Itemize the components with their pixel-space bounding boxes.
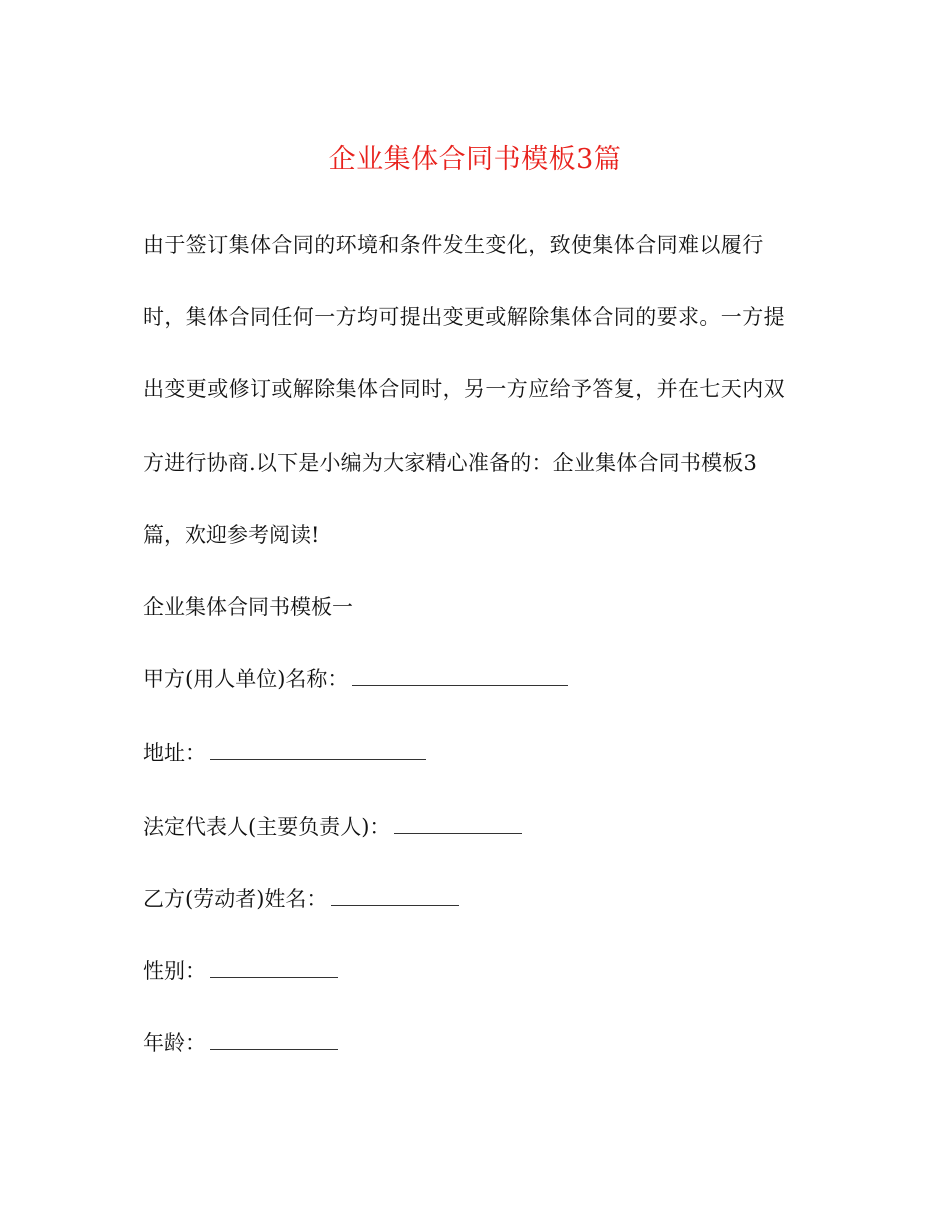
intro-line-5: 篇，欢迎参考阅读! bbox=[143, 523, 320, 547]
field-age bbox=[143, 1028, 338, 1058]
field-employer-name bbox=[143, 664, 568, 694]
field-label: 地址： bbox=[143, 741, 206, 765]
intro-line-3: 出变更或修订或解除集体合同时，另一方应给予答复，并在七天内双 bbox=[143, 377, 785, 401]
gender-blank[interactable] bbox=[210, 959, 338, 978]
field-legal-representative bbox=[143, 812, 522, 842]
field-employee-name bbox=[143, 884, 459, 914]
field-label: 甲方(用人单位)名称： bbox=[143, 667, 349, 691]
document-title: 企业集体合同书模板3篇 bbox=[328, 144, 622, 175]
intro-line-2: 时，集体合同任何一方均可提出变更或解除集体合同的要求。一方提 bbox=[143, 305, 785, 329]
intro-line-1: 由于签订集体合同的环境和条件发生变化，致使集体合同难以履行 bbox=[143, 233, 764, 257]
field-label: 法定代表人(主要负责人)： bbox=[143, 815, 391, 839]
age-blank[interactable] bbox=[210, 1031, 338, 1050]
employee-name-blank[interactable] bbox=[331, 887, 459, 906]
legal-representative-blank[interactable] bbox=[394, 815, 522, 834]
field-gender bbox=[143, 956, 338, 986]
field-label: 乙方(劳动者)姓名： bbox=[143, 887, 328, 911]
employer-name-blank[interactable] bbox=[352, 667, 568, 686]
section-heading: 企业集体合同书模板一 bbox=[143, 595, 353, 619]
intro-line-4: 方进行协商.以下是小编为大家精心准备的：企业集体合同书模板3 bbox=[143, 451, 758, 475]
field-label: 性别： bbox=[143, 959, 206, 983]
address-blank[interactable] bbox=[210, 741, 426, 760]
field-address bbox=[143, 738, 426, 768]
field-label: 年龄： bbox=[143, 1031, 206, 1055]
